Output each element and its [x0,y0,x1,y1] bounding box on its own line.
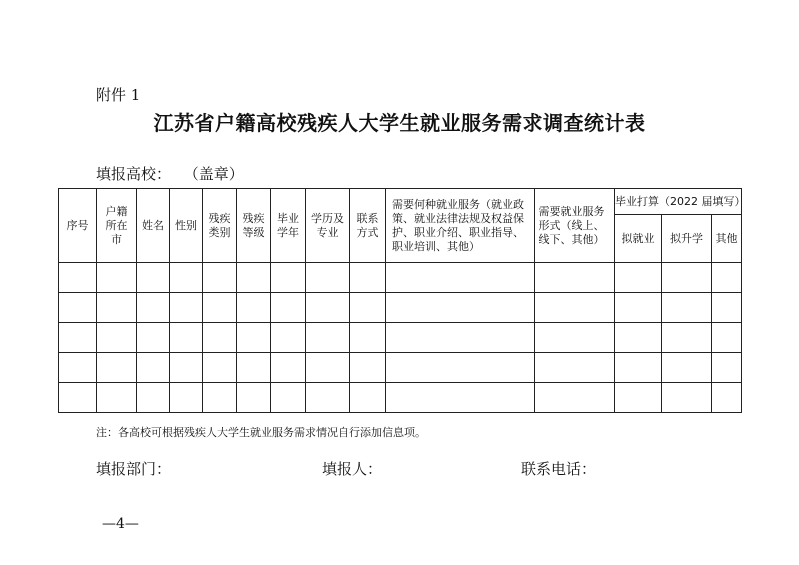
header-disability-type: 残疾类别 [203,189,237,263]
header-name: 姓名 [137,189,170,263]
header-service-form: 需要就业服务形式（线上、线下、其他） [535,189,615,263]
header-plan-other: 其他 [712,215,742,263]
document-title: 江苏省户籍高校残疾人大学生就业服务需求调查统计表 [153,111,646,135]
header-seq: 序号 [59,189,97,263]
table-note: 注：各高校可根据残疾人大学生就业服务需求情况自行添加信息项。 [96,426,426,439]
dept-label: 填报部门： [96,460,172,478]
table-row [59,323,742,353]
filler-label: 填报人： [322,460,383,478]
header-gender: 性别 [170,189,203,263]
header-services-needed: 需要何种就业服务（就业政策、就业法律法规及权益保护、职业介绍、职业指导、职业培训、其他） [386,189,535,263]
header-disability-level: 残疾等级 [237,189,271,263]
header-grad-plan: 毕业打算（2022 届填写） [615,189,742,215]
table-row [59,353,742,383]
stamp-label: （盖章） [183,165,244,183]
table-row [59,383,742,413]
attachment-label: 附件 1 [96,86,141,104]
table-row [59,293,742,323]
page-number: —4— [102,516,139,532]
school-label: 填报高校： [96,165,172,183]
table-row [59,263,742,293]
header-education-major: 学历及专业 [306,189,350,263]
phone-label: 联系电话： [521,460,597,478]
header-contact: 联系方式 [350,189,386,263]
header-plan-employment: 拟就业 [615,215,662,263]
header-grad-year: 毕业学年 [271,189,306,263]
school-line [96,163,252,184]
header-hukou: 户籍所在市 [97,189,137,263]
survey-table [58,188,746,413]
header-plan-further-study: 拟升学 [662,215,712,263]
